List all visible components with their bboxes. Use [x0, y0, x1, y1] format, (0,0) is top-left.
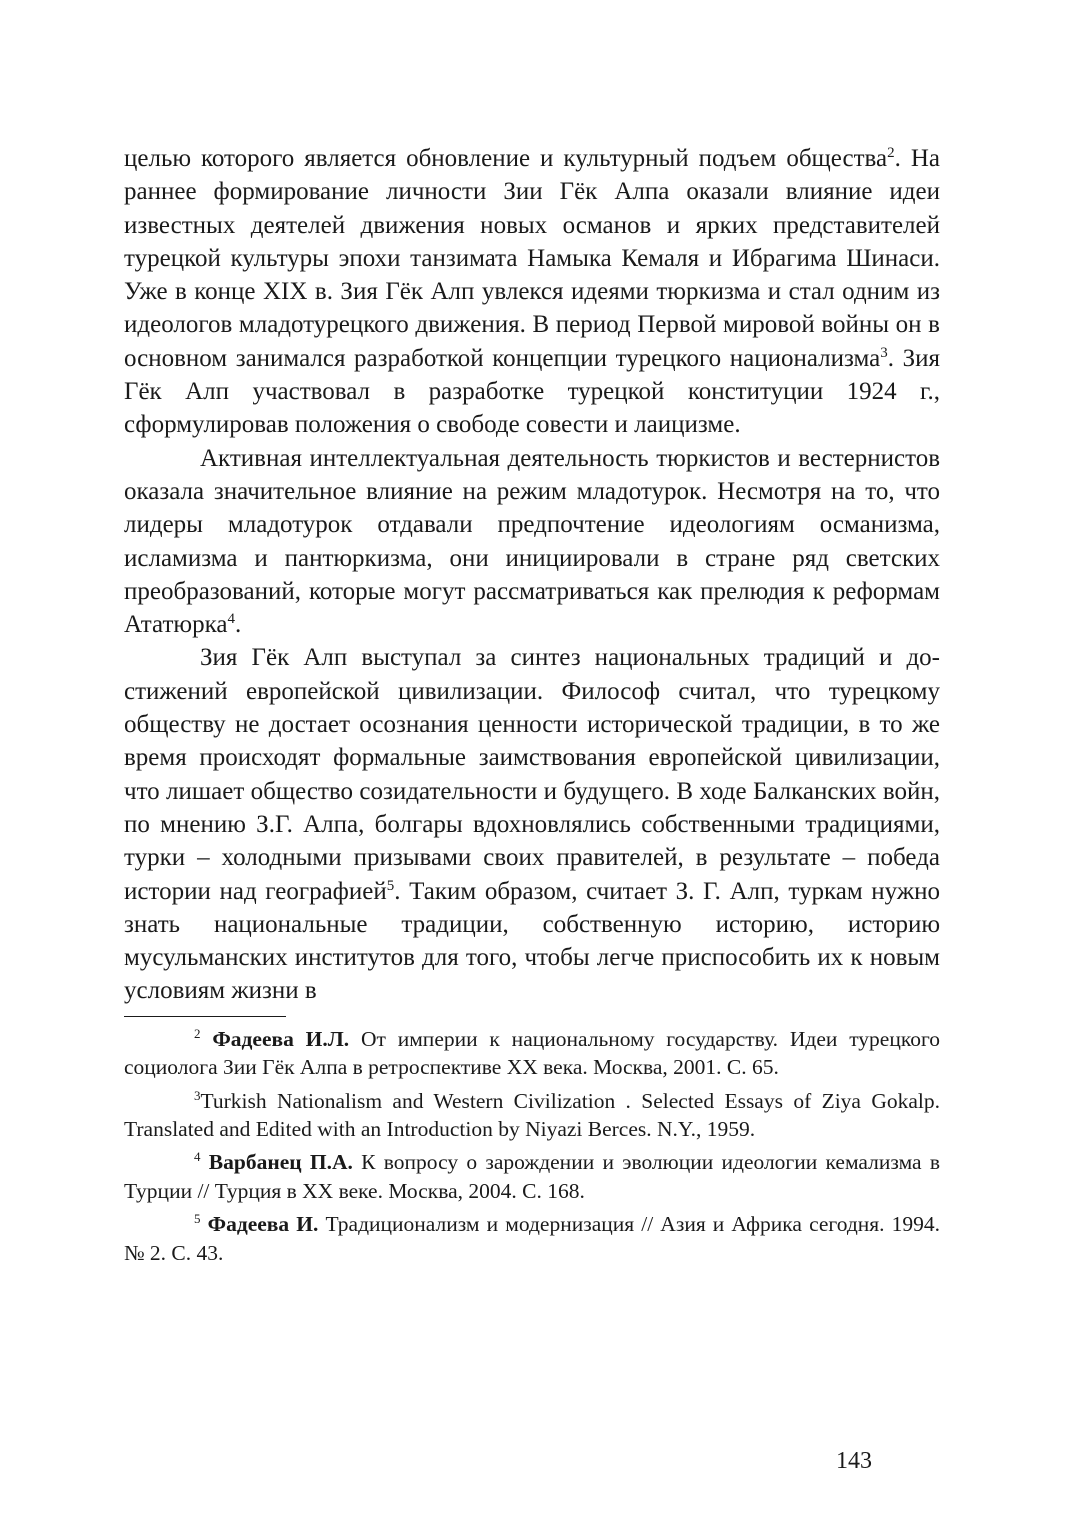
footnote-author: Фадеева И.	[207, 1212, 319, 1237]
footnote-ref-2[interactable]: 2	[887, 145, 895, 161]
text-run: . Таким образом, считает З. Г. Алп, туркам нужно знать национальные традиции, собственную историю, историю мусульманских институтов для того, чтобы легче приспособить их к новым условиям жизни в	[124, 877, 940, 1005]
footnote-4	[124, 1148, 940, 1205]
footnote-author: Варбанец П.А.	[208, 1150, 353, 1175]
footnote-number: 4	[194, 1149, 201, 1165]
footnote-text: От империи к национальному государству. Идеи турецкого социолога Зии Гёк Алпа в ретроспективе XX века. Москва, 2001. С. 65.	[124, 1026, 940, 1080]
main-text	[124, 142, 940, 1008]
footnote-text: Turkish Nationalism and Western Civilization . Selected Essays of Ziya Gokalp. Translated and Edited with an Introduction by Niyazi Berces. N.Y., 1959.	[124, 1088, 940, 1141]
footnote-number: 5	[194, 1211, 201, 1227]
text-run: Активная интеллектуальная деятельность тюркистов и вестернистов оказала значительное влияние на режим младотурок. Несмотря на то, что лидеры младотурок отдавали предпочтение идеологиям османизма, исламизма и пантюркизма, они инициировали в стране ряд светских преобразований, которые могут рассматриваться как прелюдия к реформам Ататюрка	[124, 444, 940, 639]
footnote-2	[124, 1025, 940, 1082]
footnote-number: 3	[194, 1087, 201, 1103]
text-run: Зия Гёк Алп выступал за синтез национальных традиций и достижений европейской цивилизации. Философ считал, что турецкому обществу не достает осознания ценности исторической традиции, в то же время происходят формальные заимствования европейской цивилизации, что лишает общество созидательности и будущего. В ходе Балканских войн, по мнению З.Г. Алпа, болгары вдохновлялись собственными традициями, турки – холодными призывами своих правителей, в результате – победа истории над географией	[124, 644, 940, 905]
text-run: .	[234, 611, 242, 639]
paragraph-2	[124, 442, 940, 642]
page-number: 143	[836, 1448, 872, 1474]
text-run: . Зия Гёк Алп участвовал в разработке турецкой конституции 1924 г., сформулировав положения о свободе совести и лаицизме.	[124, 344, 941, 439]
footnote-5	[124, 1210, 940, 1267]
footnote-text: Традиционализм и модернизация // Азия и Африка сегодня. 1994. № 2. С. 43.	[124, 1212, 941, 1265]
footnote-author: Фадеева И.Л.	[212, 1026, 350, 1051]
footnote-ref-5[interactable]: 5	[386, 877, 395, 894]
text-run: . На раннее формирование личности Зии Гёк Алпа оказали влияние идеи известных деятелей движения новых османов и ярких представителей турецкой культуры эпохи танзимата Намыка Кемаля и Ибрагима Шинаси. Уже в конце XIX в. Зия Гёк Алп увлекся идеями тюркизма и стал одним из идеологов младотурецкого движения. В период Первой мировой войны он в основном занимался разработкой концепции турецкого национализма	[124, 145, 940, 372]
footnote-number: 2	[194, 1025, 201, 1041]
paragraph-1	[124, 142, 940, 442]
footnotes	[124, 1025, 940, 1267]
footnote-divider	[124, 1016, 286, 1017]
paragraph-3	[124, 641, 940, 1007]
text-run: целью которого является обновление и культурный подъем общества	[124, 145, 888, 172]
footnote-ref-3[interactable]: 3	[880, 344, 888, 361]
footnote-text: К вопросу о зарождении и эволюции идеологии кемализма в Турции // Турция в XX веке. Москва, 2004. С. 168.	[124, 1150, 941, 1203]
book-page	[124, 142, 940, 1267]
footnote-ref-4[interactable]: 4	[227, 611, 235, 628]
footnote-3	[124, 1087, 940, 1144]
